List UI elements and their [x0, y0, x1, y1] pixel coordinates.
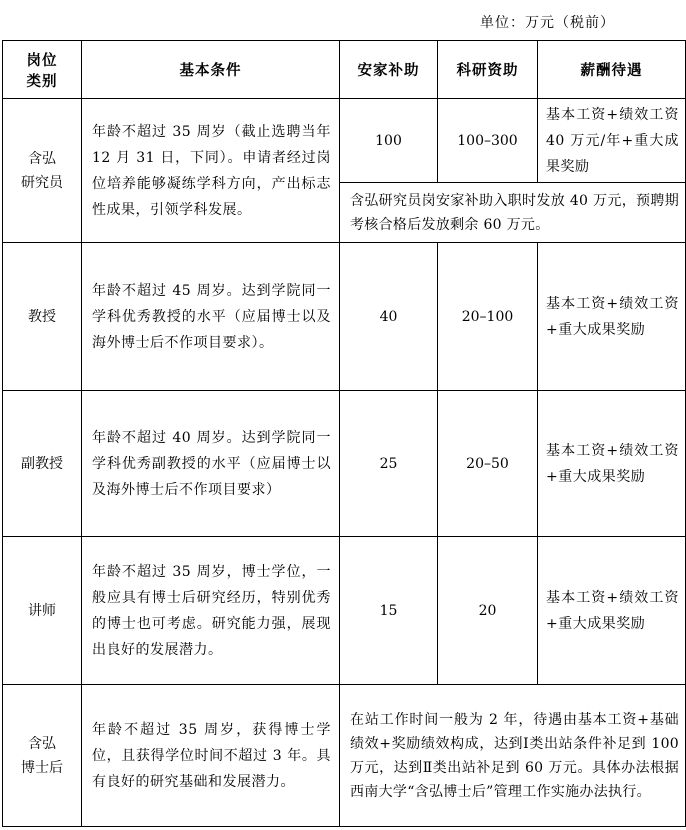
header-settlement: 安家补助 [340, 41, 438, 99]
row-merged-benefits: 在站工作时间一般为 2 年，待遇由基本工资+基础绩效+奖励绩效构成，达到Ⅰ类出站条件补足到 100 万元，达到Ⅱ类出站补足到 60 万元。具体办法根据西南大学“含弘博士后”管理工作实施办法执行。 [340, 685, 686, 827]
row-settlement: 100 [340, 99, 438, 183]
table-row [3, 537, 686, 685]
row-category: 含弘 研究员 [3, 99, 82, 243]
recruitment-table [2, 40, 686, 827]
row-settlement: 40 [340, 243, 438, 391]
unit-note: 单位：万元（税前） [480, 15, 615, 31]
row-salary: 基本工资+绩效工资+重大成果奖励 [538, 391, 686, 537]
row-conditions: 年龄不超过 40 周岁。达到学院同一学科优秀副教授的水平（应届博士以及海外博士后不作项目要求） [82, 391, 340, 537]
row-research: 20–50 [438, 391, 538, 537]
row-research: 20 [438, 537, 538, 685]
header-category: 岗位 类别 [3, 41, 82, 99]
row-salary: 基本工资+绩效工资+重大成果奖励 [538, 243, 686, 391]
row-conditions: 年龄不超过 35 周岁，博士学位，一般应具有博士后研究经历，特别优秀的博士也可考虑。研究能力强，展现出良好的发展潜力。 [82, 537, 340, 685]
row-research: 20–100 [438, 243, 538, 391]
header-conditions: 基本条件 [82, 41, 340, 99]
table-row [3, 685, 686, 827]
row-category: 副教授 [3, 391, 82, 537]
row-research: 100–300 [438, 99, 538, 183]
row-settlement: 25 [340, 391, 438, 537]
row-category: 讲师 [3, 537, 82, 685]
table-row [3, 243, 686, 391]
row-salary: 基本工资+绩效工资+重大成果奖励 [538, 537, 686, 685]
row-conditions: 年龄不超过 35 周岁，获得博士学位，且获得学位时间不超过 3 年。具有良好的研究基础和发展潜力。 [82, 685, 340, 827]
row-salary: 基本工资+绩效工资 40 万元/年+重大成果奖励 [538, 99, 686, 183]
row-category: 含弘 博士后 [3, 685, 82, 827]
row-conditions: 年龄不超过 35 周岁（截止选聘当年 12 月 31 日，下同）。申请者经过岗位培养能够凝练学科方向，产出标志性成果，引领学科发展。 [82, 99, 340, 243]
row-category: 教授 [3, 243, 82, 391]
table-header-row [3, 41, 686, 99]
header-research: 科研资助 [438, 41, 538, 99]
table-row [3, 391, 686, 537]
table-row [3, 99, 686, 183]
row-settlement: 15 [340, 537, 438, 685]
row-conditions: 年龄不超过 45 周岁。达到学院同一学科优秀教授的水平（应届博士以及海外博士后不作项目要求）。 [82, 243, 340, 391]
header-salary: 薪酬待遇 [538, 41, 686, 99]
row-note: 含弘研究员岗安家补助入职时发放 40 万元，预聘期考核合格后发放剩余 60 万元。 [340, 183, 686, 243]
